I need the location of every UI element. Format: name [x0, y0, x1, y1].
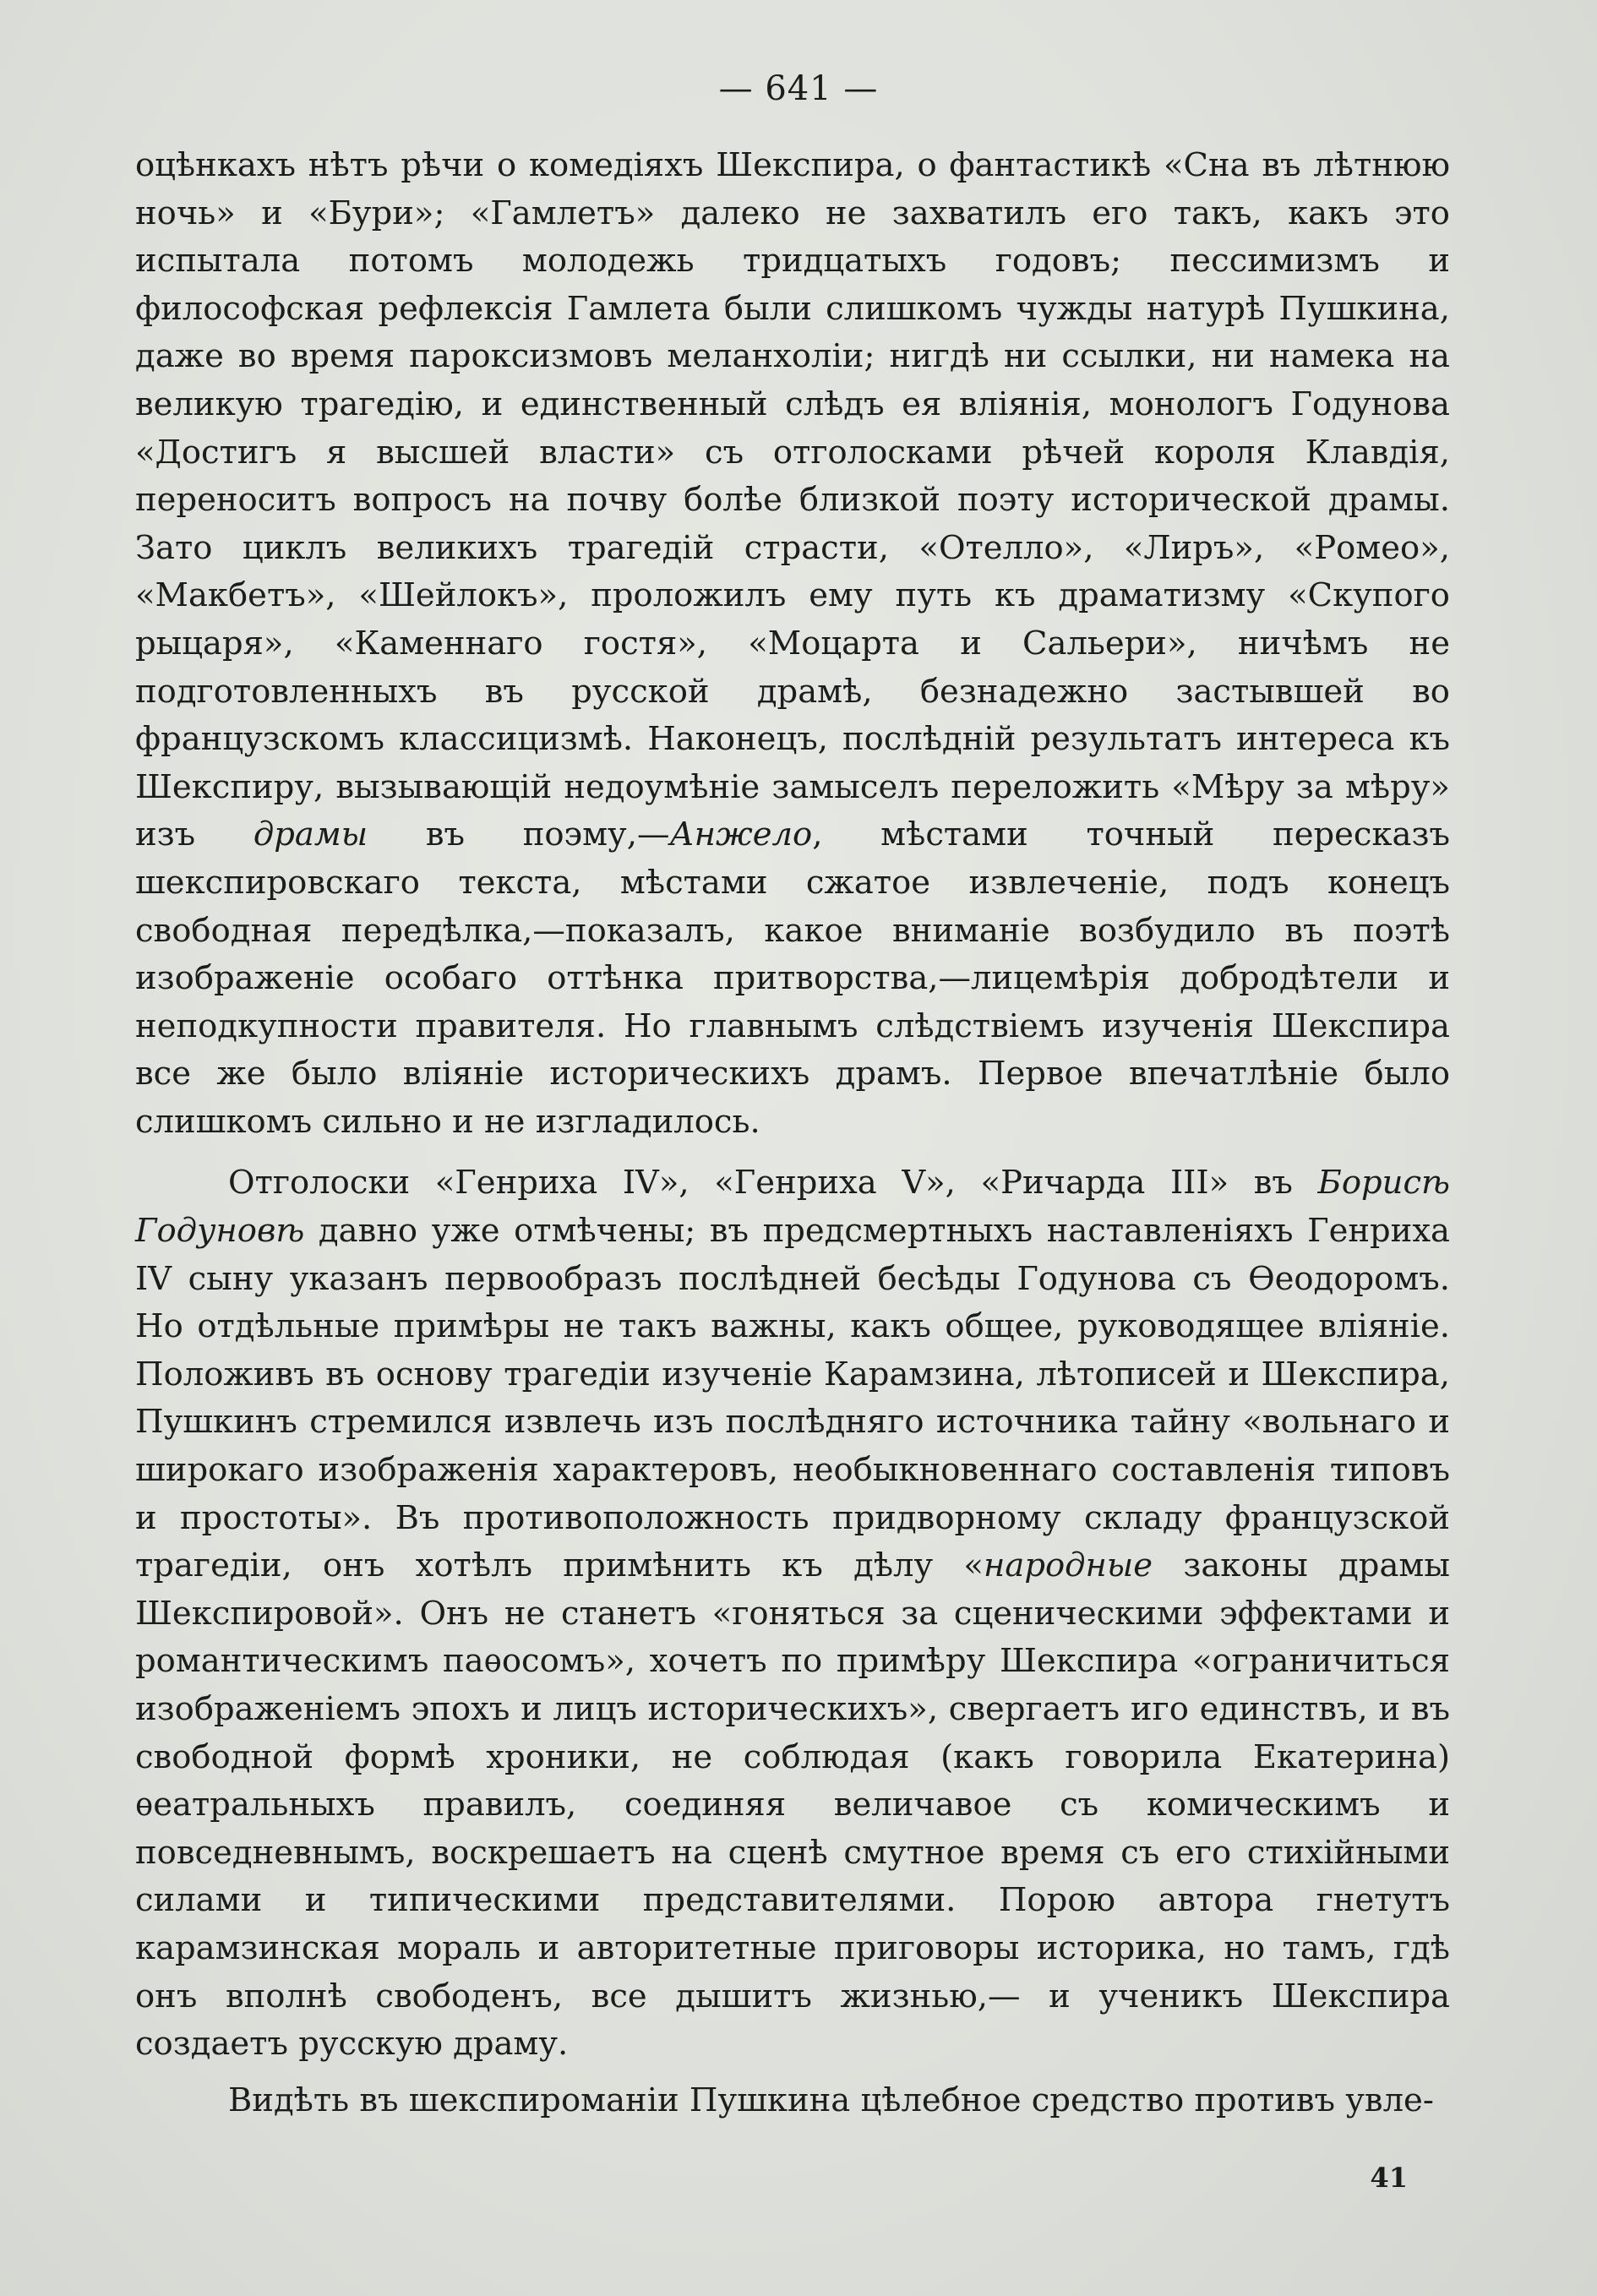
- italic-run: драмы: [253, 815, 368, 854]
- text-run: , мѣстами точный пересказъ шекспировскаго текста, мѣстами сжатое извлеченіе, подъ конецъ свободная передѣлка,—показалъ, какое вниманіе возбудило въ поэтѣ изображеніе особаго оттѣнка притворства,—лицемѣрія добродѣтели и неподкупности правителя. Но главнымъ слѣдствіемъ изученія Шекспира все же было вліяніе историческихъ драмъ. Первое впечатлѣніе было слишкомъ сильно и не изгладилось.: [135, 815, 1450, 1141]
- text-run: въ поэму,—: [368, 815, 670, 854]
- text-run: Видѣть въ шекспироманіи Пушкина цѣлебное средство противъ увле-: [228, 2081, 1434, 2119]
- page-number: — 641 —: [718, 69, 879, 108]
- signature-mark: 41: [1370, 2162, 1408, 2194]
- italic-run: народные: [984, 1546, 1153, 1585]
- text-run: законы драмы Шекспировой». Онъ не станетъ «гоняться за сценическими эффектами и романтическимъ паѳосомъ», хочетъ по примѣру Шекспира «ограничиться изображеніемъ эпохъ и лицъ историческихъ», свергаетъ иго единствъ, и въ свободной формѣ хроники, не соблюдая (какъ говорила Екатерина) ѳеатральныхъ правилъ, соединяя величавое съ комическимъ и повседневнымъ, воскрешаетъ на сценѣ смутное время съ его стихійными силами и типическими представителями. Порою автора гнетутъ карамзинская мораль и авторитетные приговоры историка, но тамъ, гдѣ онъ вполнѣ свободенъ, все дышитъ жизнью,— и ученикъ Шекспира создаетъ русскую драму.: [135, 1546, 1450, 2064]
- paragraph-2: [135, 1159, 1450, 2068]
- paragraph-3: [135, 2077, 1450, 2125]
- body-text: [135, 142, 1450, 2124]
- text-run: оцѣнкахъ нѣтъ рѣчи о комедіяхъ Шекспира, о фантастикѣ «Сна въ лѣтнюю ночь» и «Бури»; «Гамлетъ» далеко не захватилъ его такъ, какъ это испытала потомъ молодежь тридцатыхъ годовъ; пессимизмъ и философская рефлексія Гамлета были слишкомъ чужды натурѣ Пушкина, даже во время пароксизмовъ меланхоліи; нигдѣ ни ссылки, ни намека на великую трагедію, и единственный слѣдъ ея вліянія, монологъ Годунова «Достигъ я высшей власти» съ отголосками рѣчей короля Клавдія, переноситъ вопросъ на почву болѣе близкой поэту исторической драмы. Зато циклъ великихъ трагедій страсти, «Отелло», «Лиръ», «Ромео», «Макбетъ», «Шейлокъ», проложилъ ему путь къ драматизму «Скупого рыцаря», «Каменнаго гостя», «Моцарта и Сальери», ничѣмъ не подготовленныхъ въ русской драмѣ, безнадежно застывшей во французскомъ классицизмѣ. Наконецъ, послѣдній результатъ интереса къ Шекспиру, вызывающій недоумѣніе замыселъ переложить «Мѣру за мѣру» изъ: [135, 146, 1450, 854]
- text-run: давно уже отмѣчены; въ предсмертныхъ наставленіяхъ Генриха IV сыну указанъ первообразъ послѣдней бесѣды Годунова съ Ѳеодоромъ. Но отдѣльные примѣры не такъ важны, какъ общее, руководящее вліяніе. Положивъ въ основу трагедіи изученіе Карамзина, лѣтописей и Шекспира, Пушкинъ стремился извлечь изъ послѣдняго источника тайну «вольнаго и широкаго изображенія характеровъ, необыкновеннаго составленія типовъ и простоты». Въ противоположность придворному складу французской трагедіи, онъ хотѣлъ примѣнить къ дѣлу «: [135, 1212, 1450, 1585]
- italic-run: Анжело: [669, 815, 813, 854]
- text-run: Отголоски «Генриха IV», «Генриха V», «Ричарда III» въ: [228, 1164, 1318, 1203]
- italic-run: Борисѣ Годуновѣ: [135, 1164, 1450, 1251]
- paragraph-1: [135, 142, 1450, 1146]
